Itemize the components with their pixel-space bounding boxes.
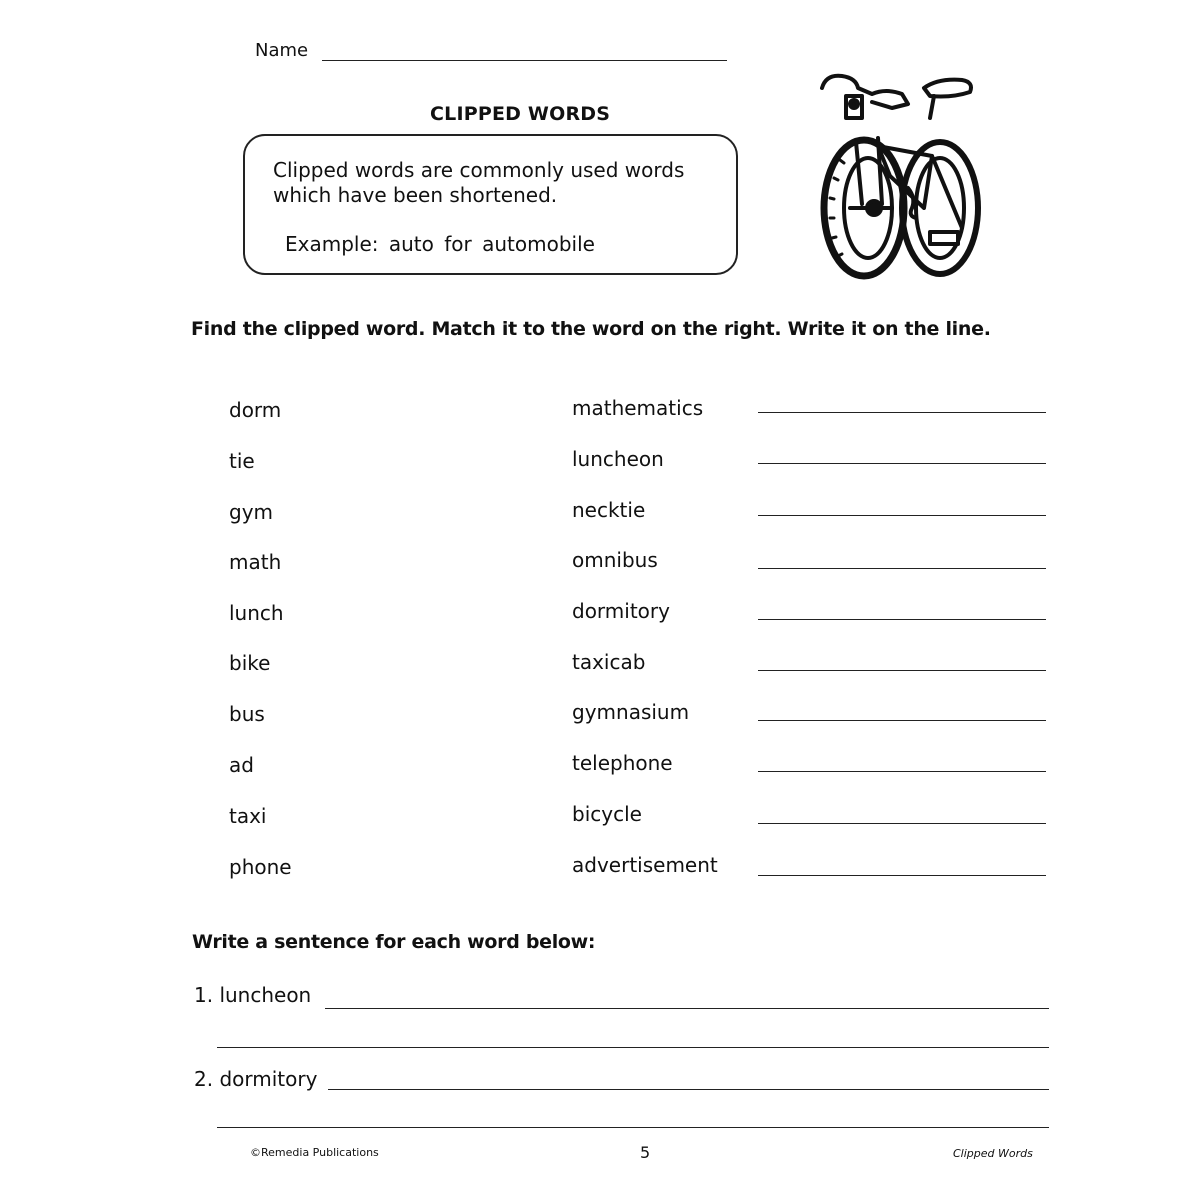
clipped-word: math [229, 550, 282, 574]
clipped-word: phone [229, 855, 292, 879]
clipped-word: dorm [229, 398, 282, 422]
answer-line[interactable] [758, 875, 1046, 876]
definition-line-1: Clipped words are commonly used words [273, 158, 685, 182]
sentence-label: 2. dormitory [194, 1067, 318, 1091]
answer-line[interactable] [758, 670, 1046, 671]
full-word: telephone [572, 751, 673, 775]
matching-instructions: Find the clipped word. Match it to the word on the right. Write it on the line. [191, 318, 991, 340]
clipped-word: lunch [229, 601, 284, 625]
full-word: taxicab [572, 650, 646, 674]
clipped-word: taxi [229, 804, 267, 828]
answer-line[interactable] [758, 515, 1046, 516]
answer-line[interactable] [758, 568, 1046, 569]
definition-example: Example: auto for automobile [285, 232, 595, 256]
sentence-label: 1. luncheon [194, 983, 312, 1007]
full-word: bicycle [572, 802, 642, 826]
full-word: advertisement [572, 853, 718, 877]
name-input-line[interactable] [322, 60, 727, 61]
answer-line[interactable] [758, 720, 1046, 721]
sentence-line[interactable] [217, 1047, 1049, 1048]
definition-line-2: which have been shortened. [273, 183, 558, 207]
sentence-line[interactable] [328, 1089, 1049, 1090]
full-word: necktie [572, 498, 646, 522]
bicycle-icon [812, 68, 988, 280]
clipped-word: gym [229, 500, 274, 524]
answer-line[interactable] [758, 619, 1046, 620]
name-label: Name [255, 40, 309, 61]
clipped-word: tie [229, 449, 255, 473]
answer-line[interactable] [758, 771, 1046, 772]
answer-line[interactable] [758, 823, 1046, 824]
page-title: CLIPPED WORDS [430, 103, 611, 125]
sentence-line[interactable] [217, 1127, 1049, 1128]
answer-line[interactable] [758, 412, 1046, 413]
sentence-line[interactable] [325, 1008, 1049, 1009]
full-word: dormitory [572, 599, 670, 623]
full-word: gymnasium [572, 700, 690, 724]
footer-section: Clipped Words [953, 1147, 1033, 1160]
clipped-word: ad [229, 753, 254, 777]
clipped-word: bus [229, 702, 265, 726]
page-number: 5 [640, 1143, 651, 1162]
full-word: luncheon [572, 447, 664, 471]
answer-line[interactable] [758, 463, 1046, 464]
footer-publisher: ©Remedia Publications [250, 1146, 379, 1159]
full-word: mathematics [572, 396, 704, 420]
sentence-instructions: Write a sentence for each word below: [192, 931, 596, 953]
clipped-word: bike [229, 651, 271, 675]
full-word: omnibus [572, 548, 658, 572]
